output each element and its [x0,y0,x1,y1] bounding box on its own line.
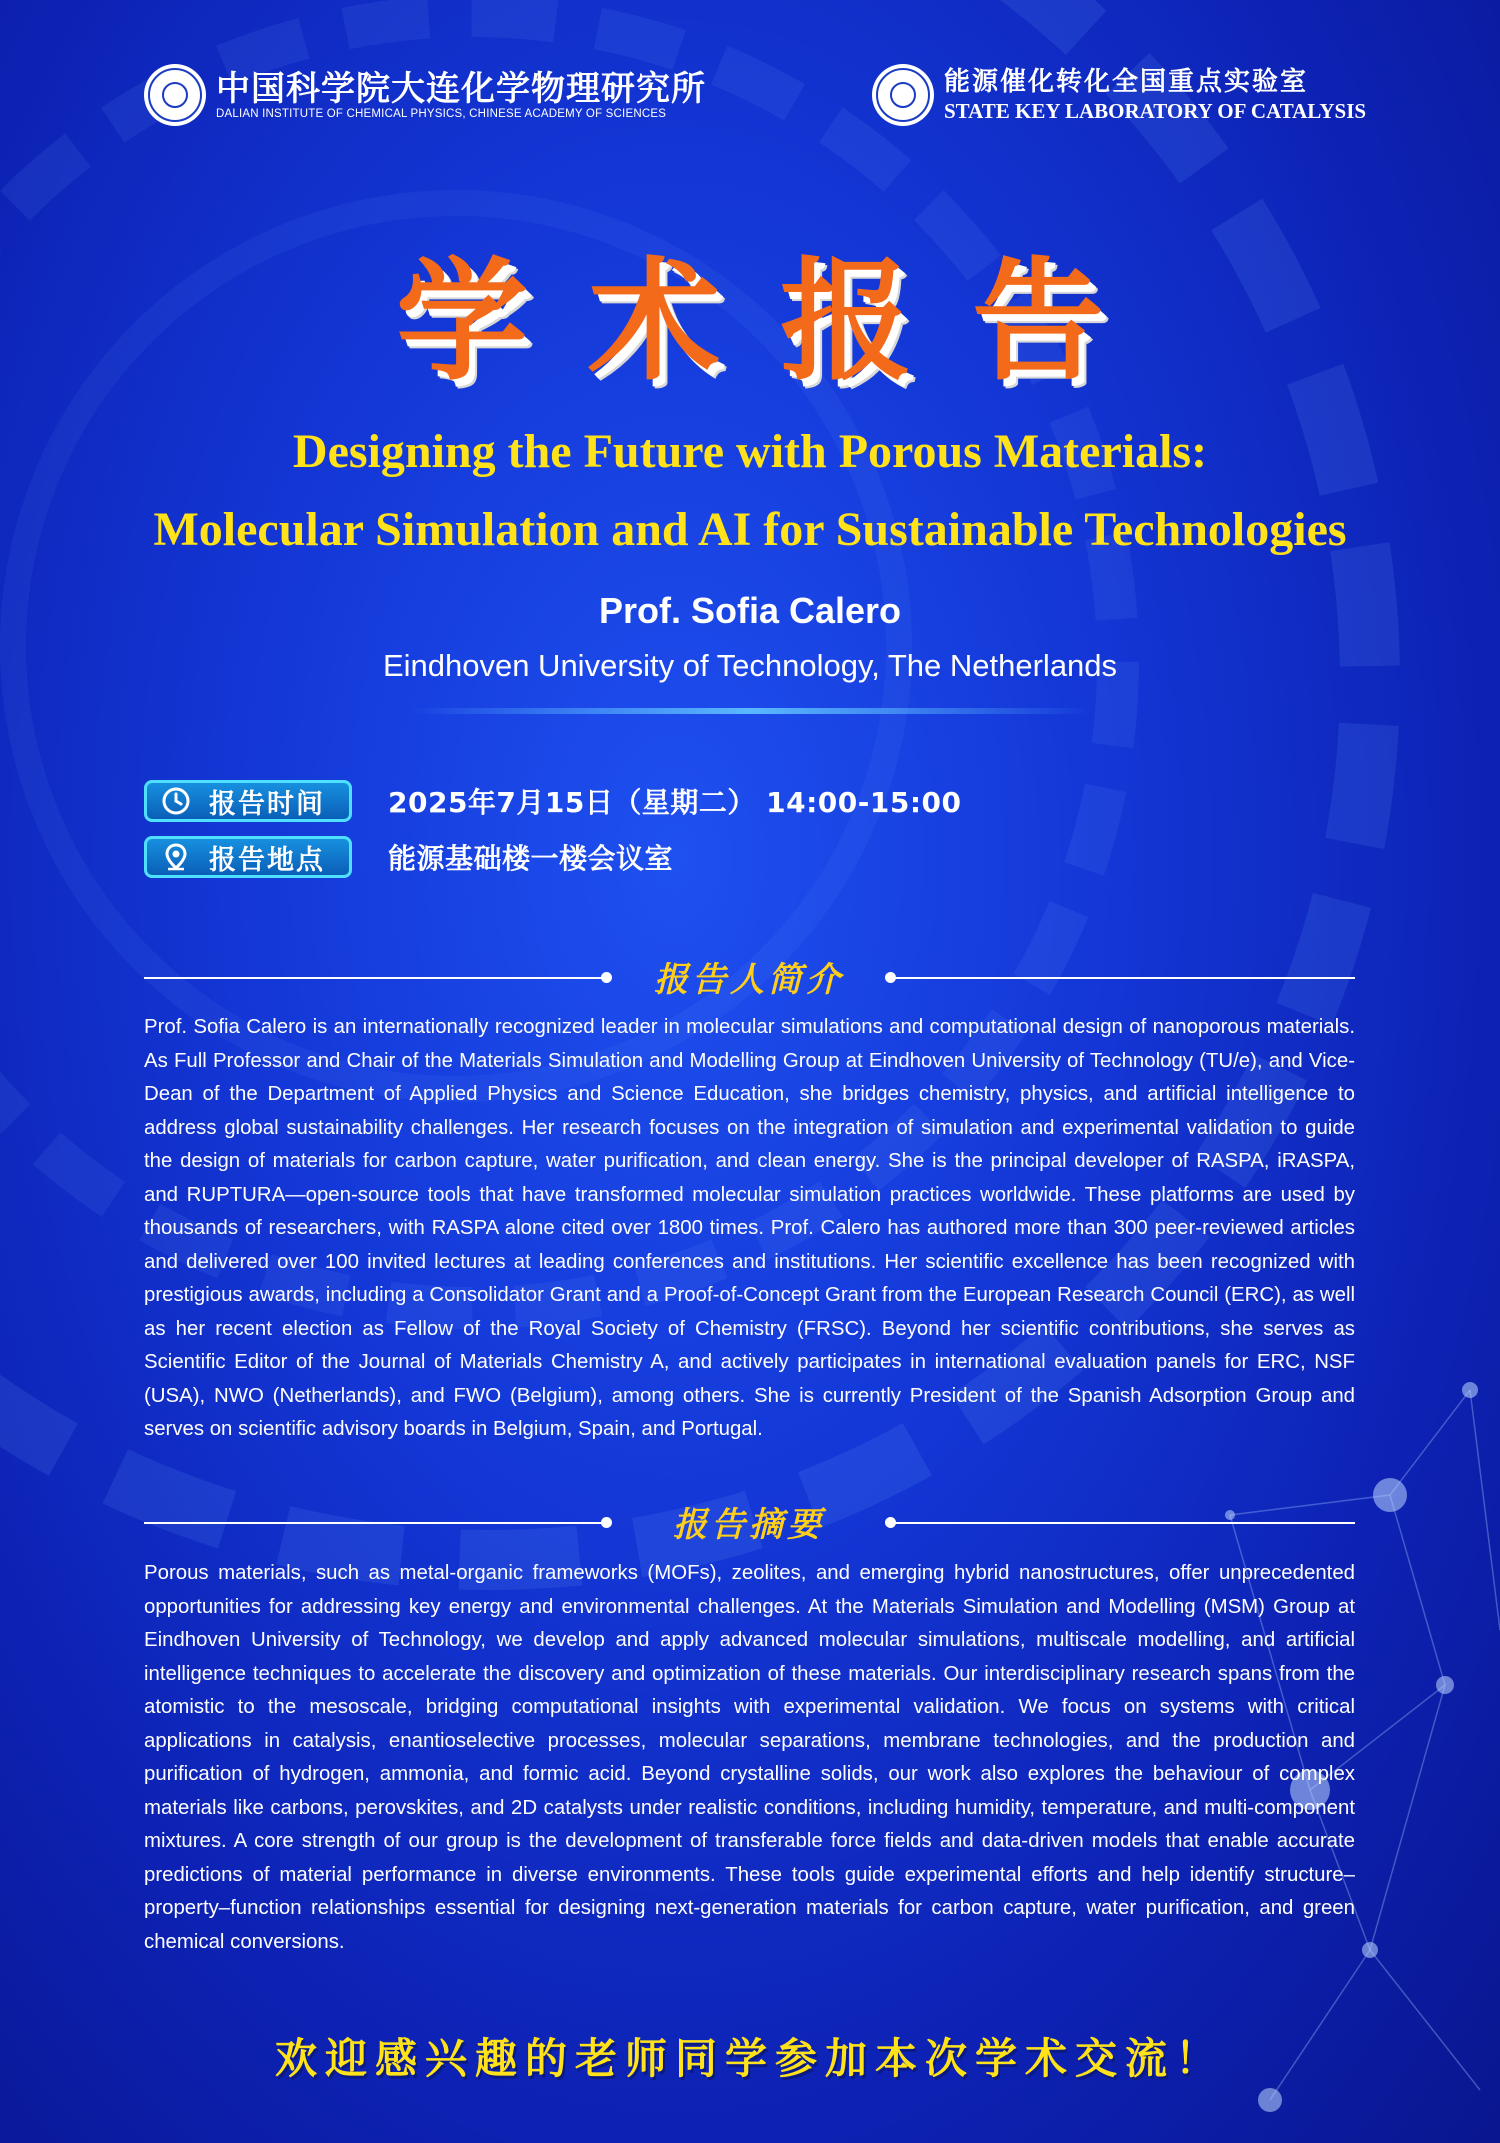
clock-icon [161,786,191,816]
place-value: 能源基础楼一楼会议室 [388,842,674,875]
lab-header [872,64,1366,126]
abstract-heading: 报告摘要 [673,1505,825,1545]
abstract-text: Porous materials, such as metal-organic frameworks (MOFs), zeolites, and emerging hybrid nanostructures, offer unprecedented opportunities for addressing key energy and environmental challenges. At the Materials Simulation and Modelling (MSM) Group at Eindhoven University of Technology, we develop and apply advanced molecular simulations, multiscale modelling, and artificial intelligence techniques to accelerate the discovery and optimization of these materials. Our interdisciplinary research spans from the atomistic to the mesoscale, bridging computational insights with experimental validation. We focus on systems with critical applications in catalysis, enantioselective processes, molecular separations, membrane technologies, and the production and purification of hydrogen, ammonia, and formic acid. Beyond crystalline solids, our work also explores the behaviour of complex materials like carbons, perovskites, and 2D catalysts under realistic conditions, including humidity, temperature, and multi-component mixtures. A core strength of our group is the development of transferable force fields and data-driven models that enable accurate predictions of material performance in diverse environments. These tools guide experimental efforts and help identify structure–property–function relationships essential for designing next-generation materials for carbon capture, water purification, and green chemical conversions. [144,1562,1355,1953]
lab-logo [872,64,934,126]
time-label-pill [144,780,352,822]
lab-name-cn: 能源催化转化全国重点实验室 [944,67,1309,97]
place-label: 报告地点 [209,844,325,876]
lab-name-en: STATE KEY LABORATORY OF CATALYSIS [944,99,1367,123]
speaker-name: Prof. Sofia Calero [598,590,902,631]
institute-name-cn: 中国科学院大连化学物理研究所 [216,69,706,109]
place-label-pill [144,836,352,878]
abstract-section-header [144,1503,1355,1543]
institute-header [144,64,706,126]
speaker-affiliation: Eindhoven University of Technology, The Netherlands [382,648,1118,683]
bio-heading: 报告人简介 [654,960,844,1000]
location-pin-icon [161,842,191,872]
divider-glow [410,708,1090,714]
place-row [144,836,673,878]
time-label: 报告时间 [209,788,325,820]
institute-name-en: DALIAN INSTITUTE OF CHEMICAL PHYSICS, CHINESE ACADEMY OF SCIENCES [216,108,667,120]
talk-title-line2: Molecular Simulation and AI for Sustainable Technologies [153,503,1347,556]
institute-logo [144,64,206,126]
time-row [144,780,962,822]
bio-text: Prof. Sofia Calero is an internationally recognized leader in molecular simulations and computational design of nanoporous materials. As Full Professor and Chair of the Materials Simulation and Modelling Group at Eindhoven University of Technology (TU/e), and Vice-Dean of the Department of Applied Physics and Science Education, she bridges chemistry, physics, and artificial intelligence to address global sustainability challenges. Her research focuses on the integration of simulation and experimental validation to guide the design of materials for carbon capture, water purification, and clean energy. She is the principal developer of RASPA, iRASPA, and RUPTURA—open-source tools that have transformed molecular simulation practices worldwide. These platforms are used by thousands of researchers, with RASPA alone cited over 1800 times. Prof. Calero has authored more than 300 peer-reviewed articles and delivered over 100 invited lectures at leading conferences and institutions. Her scientific excellence has been recognized with prestigious awards, including a Consolidator Grant and a Proof-of-Concept Grant from the European Research Council (ERC), as well as her recent election as Fellow of the Royal Society of Chemistry (FRSC). Beyond her scientific contributions, she serves as Scientific Editor of the Journal of Materials Chemistry A, and actively participates in international evaluation panels for ERC, NSF (USA), NWO (Netherlands), and FWO (Belgium), among others. She is currently President of the Spanish Adsorption Group and serves on scientific advisory boards in Belgium, Spain, and Portugal. [144,1016,1355,1440]
time-value: 2025年7月15日（星期二） 14:00-15:00 [388,786,962,819]
talk-title-line1: Designing the Future with Porous Materials: [292,425,1208,478]
welcome-footer: 欢迎感兴趣的老师同学参加本次学术交流！ [274,2034,1225,2083]
bio-section-header [144,958,1355,998]
poster-main-title: 学术报告 [396,245,1164,399]
